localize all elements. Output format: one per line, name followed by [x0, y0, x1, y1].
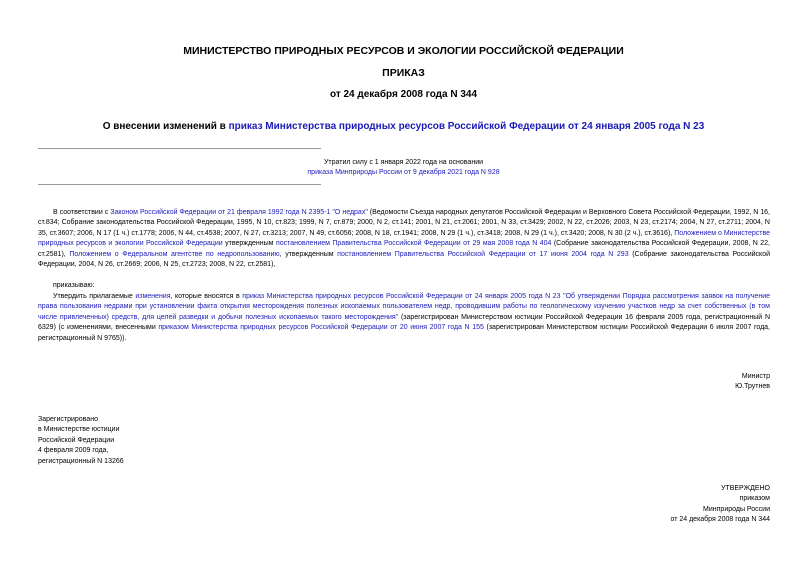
date-number-heading: от 24 декабря 2008 года N 344 — [329, 89, 478, 100]
divider-bottom — [38, 184, 321, 185]
ministry-heading: МИНИСТЕРСТВО ПРИРОДНЫХ РЕСУРСОВ И ЭКОЛОГИИ РОССИЙСКОЙ ФЕДЕРАЦИИ — [183, 45, 624, 57]
order-text-1: Утвердить прилагаемые — [53, 293, 136, 300]
title-prefix: О внесении изменений в — [102, 121, 229, 132]
preamble-text-1: В соответствии с — [53, 209, 111, 216]
approval-block — [670, 484, 770, 526]
title-link[interactable]: приказ Министерства природных ресурсов Российской Федерации от 24 января 2005 года N 23 — [228, 121, 705, 132]
signature-title: Министр — [741, 373, 770, 380]
order-155-link[interactable]: приказом Министерства природных ресурсов Российской Федерации от 20 июня 2007 года N 155 — [158, 324, 484, 332]
order-text-3: (зарегистрирован Министерством юстиции Российской Федерации 16 февраля 2005 года, регистрационный N 6329) (с изменениями, внесенными — [38, 313, 770, 332]
order-paragraph — [38, 292, 770, 344]
divider-top — [38, 148, 321, 149]
registration-line: Российской Федерации — [38, 436, 115, 444]
preamble-text-2: (Ведомости Съезда народных депутатов Российской Федерации и Верховного Совета Российской Федерации, 1992, N 16, ст.834; Собрание законодательства Российской Федерации, 1995, N 10, ст.823; 1999, N 7, ст.879; 2000, N 2, ст.141; 2001, N 21, ст.2061; 2001, N 33, ст.3429; 2002, N 22, ст.2026; 2003, N 23, ст.2174; 2004, N 27, ст.2711; 2004, N 35, ст.3607; 2006, N 17 (1 ч.) ст.1778; 2006, N 44, ст.4538; 2007, N 27, ст.3213; 2007, N 49, ст.6056; 2008, N 18, ст.1941; 2008, N 29 (1 ч.), ст.3418; 2008, N 29 (1 ч.), ст.3420; 2008, N 30 (2 ч.), ст.3616), — [38, 209, 770, 237]
order-text-2: , которые вносятся в — [170, 293, 243, 300]
order-text-4: (зарегистрирован Министерством юстиции Российской Федерации 6 июля 2007 года, регистрационный N 9765)). — [38, 324, 771, 342]
government-decree-293-link[interactable]: постановлением Правительства Российской Федерации от 17 июня 2004 года N 293 — [337, 250, 629, 258]
order-word: приказываю: — [53, 282, 95, 289]
status-note-link[interactable]: приказа Минприроды России от 9 декабря 2021 года N 928 — [307, 169, 500, 176]
approval-line: приказом — [739, 495, 770, 503]
registration-line: регистрационный N 13266 — [38, 457, 124, 465]
preamble-paragraph — [38, 208, 770, 270]
agency-regulation-link[interactable]: Положением о Федеральном агентстве по недропользованию — [69, 250, 280, 258]
law-on-subsoil-link[interactable]: Законом Российской Федерации от 21 февраля 1992 года N 2395-1 "О недрах" — [110, 209, 368, 216]
document-title — [0, 121, 807, 132]
registration-line: 4 февраля 2009 года, — [38, 447, 109, 455]
government-decree-404-link[interactable]: постановлением Правительства Российской Федерации от 29 мая 2008 года N 404 — [275, 240, 552, 248]
changes-link[interactable]: изменения — [135, 293, 171, 300]
preamble-text-3: утвержденным — [222, 240, 276, 248]
registration-line: в Министерстве юстиции — [38, 426, 120, 434]
registration-line: Зарегистрировано — [38, 416, 98, 423]
status-note-line1: Утратил силу с 1 января 2022 года на основании — [323, 159, 484, 166]
preamble-text-4: (Собрание законодательства Российской Федерации, 2008, N 22, ст.2581), — [38, 240, 770, 258]
approval-line: УТВЕРЖДЕНО — [720, 485, 770, 492]
doc-type-heading: ПРИКАЗ — [382, 67, 425, 79]
approval-line: Минприроды России — [703, 505, 770, 513]
preamble-text-5: , утвержденным — [279, 250, 338, 258]
signature-name: Ю.Трутнев — [735, 383, 770, 390]
registration-block — [38, 415, 124, 467]
order-23-link[interactable]: приказ Министерства природных ресурсов Российской Федерации от 24 января 2005 года N 23 "Об утверждении Порядка рассмотрения заявок на получение права пользования недрами при установлении факта открытия месторождения полезных ископаемых пользователем недр, проводившим работы по геологическому изучению участков недр за счет собственных (в том числе привлеченных) средств, для целей разведки и добычи полезных ископаемых такого месторождения" — [38, 293, 770, 321]
preamble-text-6: (Собрание законодательства Российской Федерации, 2004, N 26, ст.2669; 2006, N 25, ст.2723; 2008, N 22, ст.2581), — [38, 250, 771, 269]
approval-line: от 24 декабря 2008 года N 344 — [670, 516, 770, 524]
ministry-regulation-link[interactable]: Положением о Министерстве природных ресурсов и экологии Российской Федерации — [38, 229, 771, 248]
